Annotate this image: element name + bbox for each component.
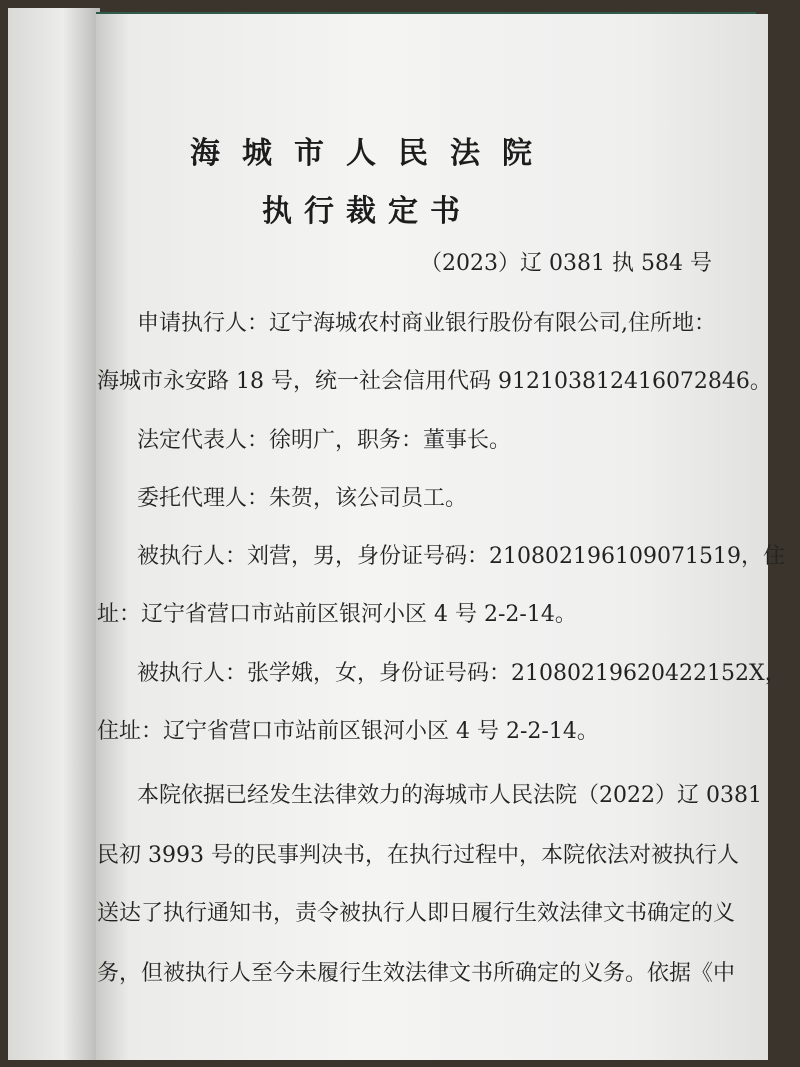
body-line: 务，但被执行人至今未履行生效法律文书所确定的义务。依据《中 <box>97 961 736 986</box>
respondent-2-line: 被执行人：张学娥，女，身份证号码：21080219620422152X， <box>137 661 787 686</box>
agent-line: 委托代理人：朱贺，该公司员工。 <box>137 486 468 511</box>
respondent-2-address-line: 住址：辽宁省营口市站前区银河小区 4 号 2-2-14。 <box>97 719 599 744</box>
legal-representative-line: 法定代表人：徐明广，职务：董事长。 <box>137 428 512 453</box>
court-name-title: 海城市人民法院 <box>190 136 554 171</box>
respondent-1-line: 被执行人：刘营，男，身份证号码：210802196109071519，住 <box>137 544 785 569</box>
case-number: （2023）辽 0381 执 584 号 <box>420 251 712 276</box>
body-line: 民初 3993 号的民事判决书，在执行过程中，本院依法对被执行人 <box>97 843 739 868</box>
document-type-title: 执行裁定书 <box>262 194 472 229</box>
body-line: 送达了执行通知书，责令被执行人即日履行生效法律文书确定的义 <box>97 901 736 926</box>
facing-page <box>8 8 100 1060</box>
applicant-address-line: 海城市永安路 18 号，统一社会信用代码 912103812416072846。 <box>97 369 772 394</box>
applicant-line: 申请执行人：辽宁海城农村商业银行股份有限公司,住所地： <box>137 311 716 336</box>
body-line: 本院依据已经发生法律效力的海城市人民法院（2022）辽 0381 <box>137 783 762 808</box>
respondent-1-address-line: 址：辽宁省营口市站前区银河小区 4 号 2-2-14。 <box>97 602 577 627</box>
